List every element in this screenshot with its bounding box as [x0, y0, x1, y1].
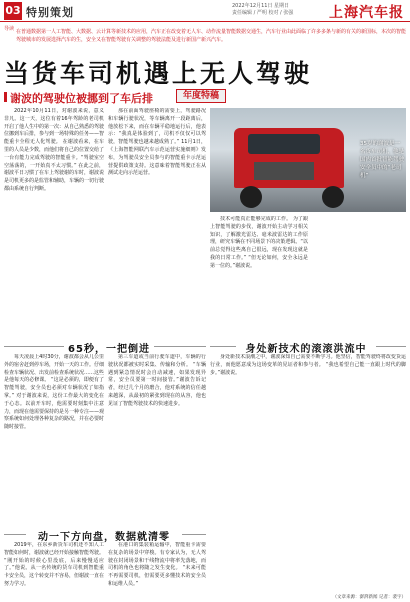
truck-wheel-shape — [240, 186, 262, 208]
subhead — [4, 88, 404, 104]
section-divider — [4, 534, 26, 535]
section-divider — [210, 346, 236, 347]
headline: 当货车司机遇上无人驾驶 — [4, 59, 313, 88]
guide-label: 导读 — [4, 26, 15, 32]
subhead-badge: 年度特稿 — [176, 89, 226, 103]
subhead-accent-bar — [4, 92, 7, 102]
article-column-5 — [108, 354, 206, 524]
article-text: 身处新技术浪潮之中，谢波深知自己需要不断学习。他坚信，智能驾驶终将改变货运行业，而他愿意成为这场变革的见证者和参与者。 “我也希望自己能一直跟上时代的脚步。”谢波说。 — [210, 354, 406, 376]
article-text: 每天凌晨上4时30分，谢波都会从几公里外的宿舍赶到停车场，开始一天的工作。仔细检查车辆状况、出发前检查系统状况……这些是他每天的必修课。 “这是必须的，即便有了智能驾驶，安全员也必须对车辆状况了如指掌。” 对于谢波来说，这份工作最大的变化在于心态。以前开车时，他需要时刻集中注意力，而现在他需要保持的是另一种专注——观察系统如何处理各种复杂的路况，并在必要时随时接管。 — [4, 354, 104, 431]
issue-date: 2022年12月11日 星期日 — [232, 3, 290, 9]
article-column-4 — [4, 354, 104, 524]
article-column-2 — [108, 108, 206, 340]
article-text: 第三车道或当前行驶车道中，车辆的行驶状况都被实时采集、传输和分析。 “车辆遇到紧急情况时会自动减速，如果发现异常，安全员要第一时间接管。”谢波告诉记者，经过几个月的磨合，他对系统的信任越来越深，从最初的紧张到现在的从容，他也见证了智能驾驶技术的快速进步。 — [108, 354, 206, 407]
guide-text: 在普通数据第一人工智能、大数据、云计算等新技术的应用，汽车正在改变着无人车、动作流量智能数据交通生，汽车行业由此面临了许多多条与新的有关的新国标，本次的智能驾驶城市的发展选择汽车的生，安全又在智能驾驶有关调整的驾驶法能及进行新国产新兴汽车。 — [16, 29, 407, 43]
section-divider — [182, 534, 206, 535]
article-column-3 — [210, 216, 308, 340]
article-text: 技术可能真正能够完成的工作。 为了跟上智能驾驶的步伐，谢波开始主动学习相关知识，了解激光雷达、毫米波雷达的工作原理，研究车辆在不同场景下的决策逻辑。“以前总觉得这些离自己很远，现在发现这就是我的日常工作。” “但无论如何，安全永远是第一位的。”谢波说。 — [210, 216, 308, 269]
article-text: 在港口的集装箱运输中，智能重卡需要在复杂的场景中穿梭。有专家认为，无人驾驶在封闭场景和干线物流中将率先落地，而司机的角色也将随之发生变化。 “未来可能不再需要司机，但需要更多懂技术的安全员和运维人员。” — [108, 542, 206, 587]
issue-editors: 责任编辑 / 严明 校对 / 张强 — [232, 10, 294, 16]
truck-grill-shape — [254, 162, 314, 180]
subhead-text: 谢波的驾驶位被挪到了车后排 — [10, 92, 153, 105]
article-text: 2019年，在东乡新货车司机还不知人工智能如何时，谢波就已经开始接触智能驾驶。 “刚开始的时候心里没底，后来慢慢适应了。”他说。从一名传统的货车司机到智能重卡安全员，这个转变并不容易，但谢波一直在努力学习。 — [4, 542, 104, 587]
masthead-logo: 上海汽车报 — [329, 5, 404, 21]
section-title-tech-wave: 身处新技术的滚滚洪流中 — [245, 344, 367, 355]
article-column-7 — [4, 542, 104, 594]
photo-caption: 35岁的谢波是一名货车司机，他是国内首批智能驾驶安全员中的“老司机” — [360, 141, 405, 179]
article-source: （文章来源：澎湃新闻 记者：裴宇） — [332, 595, 406, 600]
article-text: 2022年10月11日，对谢波来说，意义非凡。这一天，这位有着16年驾龄的老司机开启了他人生中的第一次：从自己熟悉的驾驶位挪到车后排，参与到一场特殊的任务——智能重卡全程无人化驾驶。 在谢波看来，在车里的人员是少数，而他们将自己的位置交给了一台有能力完成驾驶的智能重卡。“驾驶室空空荡荡的，一开始真不太习惯。” 在此之前，谢波平日习惯了在车上驾驶谢的车时，谢波说是司机更多的是监管和辅助，车辆的一切行驶都由系统自行判断。 — [4, 108, 104, 192]
section-divider — [4, 346, 64, 347]
page-header — [0, 0, 410, 22]
truck-window-shape — [248, 134, 320, 154]
guide-box — [4, 26, 406, 54]
section-divider — [154, 346, 206, 347]
issue-meta — [232, 3, 322, 17]
article-column-6 — [210, 354, 406, 590]
section-divider — [376, 346, 406, 347]
article-text: 那在前面驾驶座椅的需要上，驾驶路况和车辆行驶状况，等车辆离开一段距离后，他放松下来，而在车辆平稳地运行后，他表示：“我真是体验到了，司机不仅仅可以驾驶，智能驾驶也越来越成熟了。” 11月1日，《上海智能网联汽车示范运营实施细则》发布，为驾驶员安全员参与的智能重卡示范运营提供政策支持。这意味着智能驾驶正在从测试走向示范运营。 — [108, 108, 206, 177]
truck-photo — [210, 108, 406, 212]
section-name: 特别策划 — [26, 6, 74, 19]
truck-wheel-shape — [322, 186, 344, 208]
section-title-data-reset: 动一下方向盘，数据就清零 — [38, 532, 170, 543]
article-column-8 — [108, 542, 206, 594]
article-column-1 — [4, 108, 104, 340]
section-title-reverse: 65秒，一把倒进 — [68, 344, 150, 355]
page-number: 03 — [4, 2, 22, 20]
